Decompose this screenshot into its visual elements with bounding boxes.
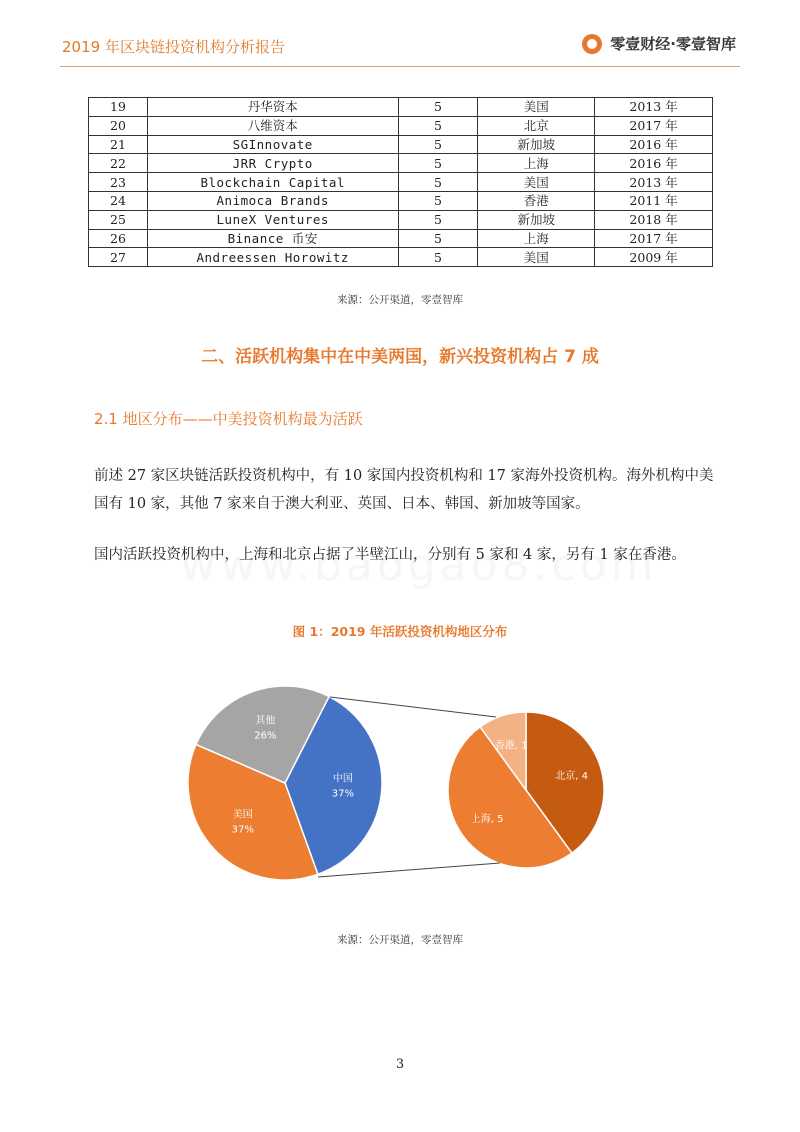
brand-name: 零壹财经·零壹智库 (610, 35, 736, 53)
table-cell: 八维资本 (147, 116, 398, 135)
pie-right (448, 712, 604, 868)
table-cell: 22 (89, 154, 148, 173)
paragraph-2: 国内活跃投资机构中，上海和北京占据了半壁江山，分别有 5 家和 4 家，另有 1 家在香港。 (94, 547, 686, 563)
table-cell: 24 (89, 191, 148, 210)
table-source: 来源：公开渠道，零壹智库 (337, 294, 463, 306)
table-cell: 2016 年 (595, 135, 713, 154)
table-row (89, 173, 713, 192)
table-cell: 2017 年 (595, 116, 713, 135)
pie-label: 香港, 1 (494, 740, 528, 752)
table-cell: 美国 (478, 173, 595, 192)
pie-label: 美国 (232, 809, 253, 821)
pie-left (188, 686, 382, 880)
pie-label: 37% (231, 824, 254, 836)
table-cell: Blockchain Capital (147, 173, 398, 192)
table-row (89, 229, 713, 248)
table-cell: 5 (398, 173, 478, 192)
table-row (89, 154, 713, 173)
table-cell: 25 (89, 210, 148, 229)
pie-label: 中国 (332, 773, 353, 785)
table-cell: 美国 (478, 98, 595, 117)
table-cell: 21 (89, 135, 148, 154)
table-cell: 5 (398, 229, 478, 248)
page-number: 3 (395, 1057, 405, 1072)
brand-logo-icon (582, 34, 602, 54)
table-cell: 5 (398, 98, 478, 117)
table-cell: 2017 年 (595, 229, 713, 248)
table-row (89, 248, 713, 267)
table-cell: 26 (89, 229, 148, 248)
table-cell: 香港 (478, 191, 595, 210)
table-cell: 20 (89, 116, 148, 135)
pie-label: 上海, 5 (470, 814, 504, 826)
table-cell: 上海 (478, 229, 595, 248)
table-cell: 23 (89, 173, 148, 192)
subsection-title: 2.1 地区分布——中美投资机构最为活跃 (94, 410, 363, 428)
table-cell: 北京 (478, 116, 595, 135)
table-cell: Binance 币安 (147, 229, 398, 248)
pie-label: 其他 (255, 715, 276, 727)
figure-title: 图 1：2019 年活跃投资机构地区分布 (292, 624, 508, 639)
table-cell: 5 (398, 210, 478, 229)
region-pie-charts (170, 670, 630, 900)
table-cell: SGInnovate (147, 135, 398, 154)
table-row (89, 210, 713, 229)
institutions-table (88, 97, 713, 267)
table-cell: 2013 年 (595, 98, 713, 117)
table-cell: 5 (398, 248, 478, 267)
table-cell: 新加坡 (478, 135, 595, 154)
connector-line-bottom (318, 863, 500, 877)
table-cell: 2011 年 (595, 191, 713, 210)
table-cell: 19 (89, 98, 148, 117)
table-cell: LuneX Ventures (147, 210, 398, 229)
figure-source: 来源：公开渠道，零壹智库 (337, 934, 463, 946)
table-cell: 5 (398, 135, 478, 154)
table-row (89, 116, 713, 135)
table-cell: 2013 年 (595, 173, 713, 192)
table-cell: 美国 (478, 248, 595, 267)
table-cell: 5 (398, 116, 478, 135)
table-cell: 丹华资本 (147, 98, 398, 117)
pie-label: 26% (254, 730, 277, 742)
paragraph-1: 前述 27 家区块链活跃投资机构中，有 10 家国内投资机构和 17 家海外投资机构。海外机构中美国有 10 家，其他 7 家来自于澳大利亚、英国、日本、韩国、新加坡等国家。 (94, 468, 714, 512)
table-cell: 上海 (478, 154, 595, 173)
table-row (89, 98, 713, 117)
table-cell: 新加坡 (478, 210, 595, 229)
table-cell: 5 (398, 154, 478, 173)
pie-label: 北京, 4 (555, 771, 589, 783)
table-cell: JRR Crypto (147, 154, 398, 173)
table-cell: 27 (89, 248, 148, 267)
table-cell: 2009 年 (595, 248, 713, 267)
pie-label: 37% (331, 788, 355, 800)
table-row (89, 191, 713, 210)
section-title: 二、活跃机构集中在中美两国，新兴投资机构占 7 成 (201, 347, 599, 367)
header-title: 2019 年区块链投资机构分析报告 (62, 38, 285, 56)
table-cell: 5 (398, 191, 478, 210)
table-cell: 2018 年 (595, 210, 713, 229)
connector-line-top (330, 697, 496, 717)
header-divider (60, 66, 740, 67)
table-cell: Andreessen Horowitz (147, 248, 398, 267)
table-cell: 2016 年 (595, 154, 713, 173)
table-cell: Animoca Brands (147, 191, 398, 210)
brand (582, 33, 736, 54)
table-row (89, 135, 713, 154)
